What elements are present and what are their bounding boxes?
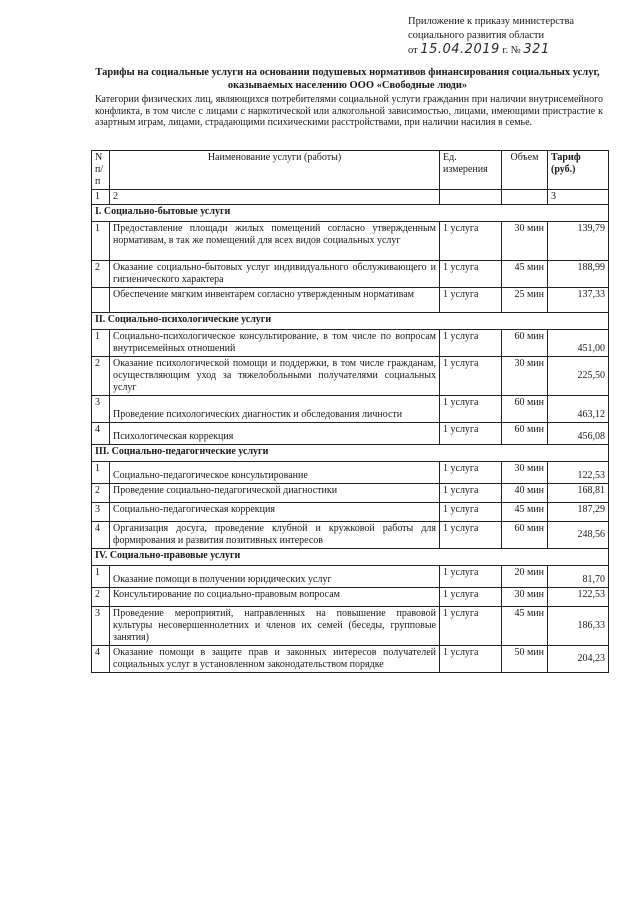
row-tariff: 122,53 [548, 588, 609, 607]
row-service-name: Социально-педагогическая коррекция [110, 503, 440, 522]
row-tariff: 463,12 [548, 396, 609, 423]
tariffs-table [91, 150, 609, 673]
row-num: 3 [92, 503, 110, 522]
row-unit: 1 услуга [440, 522, 502, 549]
table-row [92, 566, 609, 588]
row-service-name: Оказание помощи в защите прав и законных интересов получателей социальных услуг в установленном законодательством порядке [110, 646, 440, 673]
row-num: 3 [92, 396, 110, 423]
row-unit: 1 услуга [440, 396, 502, 423]
row-service-name: Социально-психологическое консультирование, в том числе по вопросам внутрисемейных отношений [110, 330, 440, 357]
row-tariff: 186,33 [548, 607, 609, 646]
row-num: 1 [92, 462, 110, 484]
row-num: 1 [92, 330, 110, 357]
row-volume: 30 мин [502, 222, 548, 261]
table-row [92, 607, 609, 646]
row-tariff: 168,81 [548, 484, 609, 503]
table-row [92, 357, 609, 396]
colnum-5: 3 [548, 190, 609, 205]
section-row [92, 313, 609, 330]
row-volume: 30 мин [502, 357, 548, 396]
section-title: II. Социально-психологические услуги [92, 313, 609, 330]
table-row [92, 588, 609, 607]
row-tariff: 81,70 [548, 566, 609, 588]
row-unit: 1 услуга [440, 288, 502, 313]
row-volume: 30 мин [502, 588, 548, 607]
appendix-header [408, 15, 608, 58]
header-volume: Объем [502, 151, 548, 190]
table-row [92, 484, 609, 503]
row-num [92, 288, 110, 313]
row-volume: 45 мин [502, 607, 548, 646]
row-num: 1 [92, 222, 110, 261]
row-unit: 1 услуга [440, 261, 502, 288]
row-unit: 1 услуга [440, 357, 502, 396]
row-volume: 40 мин [502, 484, 548, 503]
row-volume: 60 мин [502, 522, 548, 549]
row-tariff: 188,99 [548, 261, 609, 288]
row-tariff: 139,79 [548, 222, 609, 261]
table-row [92, 261, 609, 288]
table-row [92, 330, 609, 357]
table-header-row [92, 151, 609, 190]
row-num: 2 [92, 484, 110, 503]
row-service-name: Предоставление площади жилых помещений согласно утвержденным нормативам, в так же помещений для всех видов социальных услуг [110, 222, 440, 261]
table-row [92, 503, 609, 522]
row-unit: 1 услуга [440, 484, 502, 503]
document-title: Тарифы на социальные услуги на основании подушевых нормативов финансирования социальных услуг, оказываемых населению ООО «Свободные люди» [95, 67, 600, 91]
appendix-line-3 [408, 43, 608, 58]
row-num: 4 [92, 646, 110, 673]
header-num: N п/п [92, 151, 110, 190]
header-tariff: Тариф (руб.) [548, 151, 609, 190]
row-service-name: Проведение психологических диагностик и обследования личности [110, 396, 440, 423]
section-row [92, 205, 609, 222]
row-volume: 60 мин [502, 423, 548, 445]
row-num: 3 [92, 607, 110, 646]
row-service-name: Оказание психологической помощи и поддержки, в том числе гражданам, осуществляющим уход за тяжелобольными получателями социальных услуг [110, 357, 440, 396]
appendix-line-1: Приложение к приказу министерства [408, 16, 574, 27]
row-service-name: Проведение мероприятий, направленных на повышение правовой культуры несовершеннолетних и членов их семей (беседы, групповые занятия) [110, 607, 440, 646]
colnum-4 [502, 190, 548, 205]
row-service-name: Социально-педагогическое консультирование [110, 462, 440, 484]
column-number-row [92, 190, 609, 205]
row-tariff: 248,56 [548, 522, 609, 549]
row-num: 1 [92, 566, 110, 588]
row-service-name: Организация досуга, проведение клубной и кружковой работы для формирования и развития позитивных интересов [110, 522, 440, 549]
handwritten-date: 15.04.2019 [420, 42, 500, 57]
appendix-line-2: социального развития области [408, 30, 545, 41]
row-unit: 1 услуга [440, 462, 502, 484]
row-tariff: 225,50 [548, 357, 609, 396]
colnum-3 [440, 190, 502, 205]
row-service-name: Психологическая коррекция [110, 423, 440, 445]
row-volume: 50 мин [502, 646, 548, 673]
row-service-name: Обеспечение мягким инвентарем согласно утвержденным нормативам [110, 288, 440, 313]
colnum-2: 2 [110, 190, 440, 205]
row-unit: 1 услуга [440, 588, 502, 607]
row-tariff: 137,33 [548, 288, 609, 313]
row-volume: 45 мин [502, 503, 548, 522]
number-prefix: г. № [502, 45, 521, 56]
handwritten-number: 321 [523, 42, 550, 57]
section-row [92, 549, 609, 566]
row-num: 2 [92, 261, 110, 288]
row-unit: 1 услуга [440, 566, 502, 588]
row-tariff: 204,23 [548, 646, 609, 673]
row-num: 2 [92, 588, 110, 607]
row-unit: 1 услуга [440, 222, 502, 261]
row-tariff: 187,29 [548, 503, 609, 522]
table-row [92, 646, 609, 673]
row-volume: 45 мин [502, 261, 548, 288]
row-volume: 30 мин [502, 462, 548, 484]
row-num: 4 [92, 423, 110, 445]
section-title: IV. Социально-правовые услуги [92, 549, 609, 566]
row-volume: 25 мин [502, 288, 548, 313]
table-row [92, 396, 609, 423]
section-title: I. Социально-бытовые услуги [92, 205, 609, 222]
section-row [92, 445, 609, 462]
table-row [92, 423, 609, 445]
row-volume: 60 мин [502, 330, 548, 357]
row-service-name: Проведение социально-педагогической диагностики [110, 484, 440, 503]
table-row [92, 522, 609, 549]
table-row [92, 222, 609, 261]
row-service-name: Консультирование по социально-правовым вопросам [110, 588, 440, 607]
date-prefix: от [408, 45, 418, 56]
row-unit: 1 услуга [440, 330, 502, 357]
row-tariff: 456,08 [548, 423, 609, 445]
row-unit: 1 услуга [440, 646, 502, 673]
row-volume: 20 мин [502, 566, 548, 588]
row-service-name: Оказание социально-бытовых услуг индивидуального обслуживающего и гигиенического характера [110, 261, 440, 288]
row-unit: 1 услуга [440, 503, 502, 522]
row-volume: 60 мин [502, 396, 548, 423]
row-tariff: 451,00 [548, 330, 609, 357]
row-unit: 1 услуга [440, 423, 502, 445]
section-title: III. Социально-педагогические услуги [92, 445, 609, 462]
row-service-name: Оказание помощи в получении юридических услуг [110, 566, 440, 588]
table-row [92, 288, 609, 313]
table-row [92, 462, 609, 484]
row-unit: 1 услуга [440, 607, 502, 646]
row-num: 4 [92, 522, 110, 549]
intro-paragraph: Категории физических лиц, являющихся потребителями социальной услуги гражданин при наличии внутрисемейного конфликта, в том числе с лицами с наркотической или алкогольной зависимостью, лицами, имеющими пристрастие к азартным играм, лицами, страдающими психическими расстройствами, при наличии насилия в семье. [95, 94, 603, 128]
header-unit: Ед. измерения [440, 151, 502, 190]
colnum-1: 1 [92, 190, 110, 205]
header-name: Наименование услуги (работы) [110, 151, 440, 190]
row-num: 2 [92, 357, 110, 396]
row-tariff: 122,53 [548, 462, 609, 484]
